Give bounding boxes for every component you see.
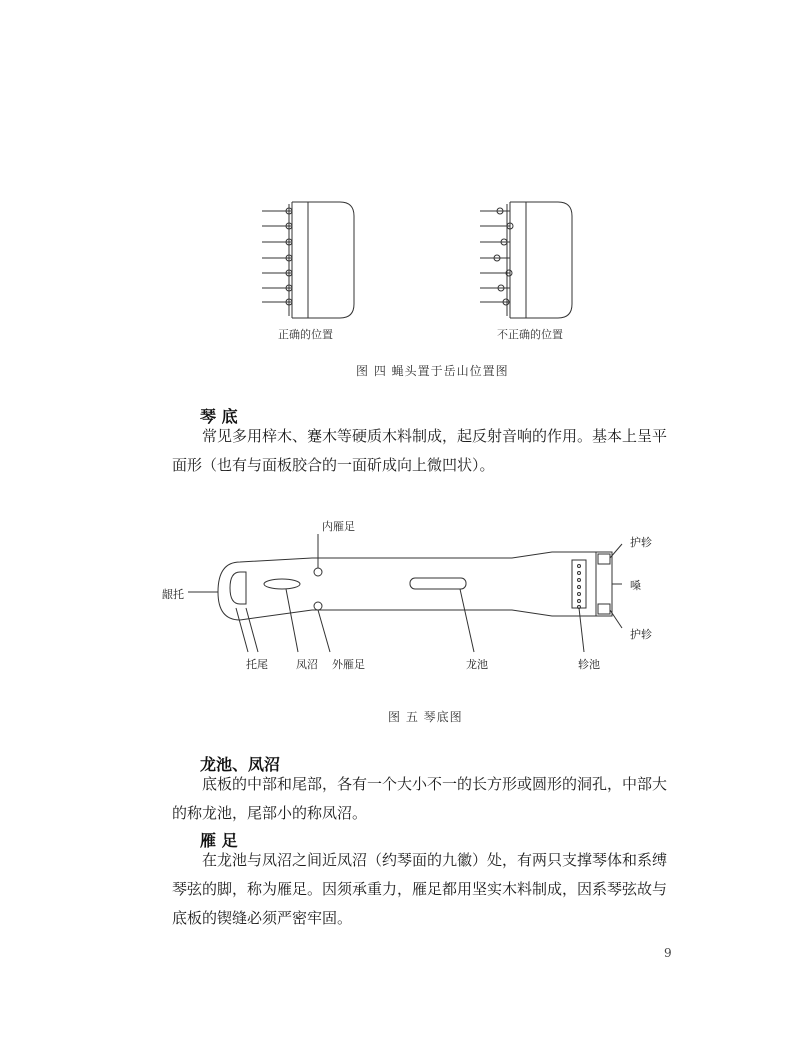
- qin-body-outline: [218, 552, 612, 620]
- zhenchi-holes: [578, 565, 581, 609]
- section-paragraph-qindi: 常见多用梓木、蹇木等硬质木料制成，起反射音响的作用。基本上呈平面形（也有与面板胶合的一面斫成向上微凹状）。: [172, 427, 668, 474]
- strings-left: [262, 208, 292, 305]
- label-zhenchi: 轸池: [578, 658, 600, 671]
- label-huzhen-bottom: 护轸: [630, 628, 652, 641]
- section-heading-yanzu: 雁 足: [200, 831, 238, 850]
- figure5-qin-bottom-diagram: [212, 548, 672, 648]
- figure4-right-diagram: [480, 196, 590, 326]
- section-paragraph-yanzu: 在龙池与凤沼之间近凤沼（约琴面的九徽）处，有两只支撑琴体和系缚琴弦的脚，称为雁足。因须承重力，雁足都用坚实木料制成，因系琴弦故与底板的锲缝必须严密牢固。: [172, 851, 668, 927]
- bridge-outline-left: [292, 202, 354, 318]
- label-huzhen-top: 护轸: [630, 536, 652, 549]
- longchi-hole: [410, 578, 466, 589]
- label-nei-yanzu: 内雁足: [322, 520, 355, 533]
- figure4-right-label: 不正确的位置: [497, 328, 563, 341]
- label-longchi: 龙池: [466, 658, 488, 671]
- figure5-caption: 图 五 琴底图: [388, 710, 463, 724]
- figure4-left-label: 正确的位置: [278, 328, 333, 341]
- tail-notch: [230, 572, 246, 604]
- label-tuowei: 托尾: [246, 658, 268, 671]
- bridge-outline-right: [510, 202, 572, 318]
- label-fengzhao: 凤沼: [296, 658, 318, 671]
- fengzhao-hole: [264, 579, 300, 589]
- label-wai-yanzu: 外雁足: [332, 658, 365, 671]
- section-heading-qindi: 琴 底: [200, 407, 238, 426]
- nei-yanzu-foot: [314, 568, 322, 576]
- page-number: 9: [664, 946, 672, 960]
- figure4-caption: 图 四 蝇头置于岳山位置图: [356, 364, 509, 378]
- section-heading-longchi: 龙池、凤沼: [200, 755, 281, 774]
- strings-right: [480, 208, 513, 305]
- label-yintuo: 龈托: [162, 588, 184, 601]
- wai-yanzu-foot: [314, 602, 322, 610]
- figure4-left-diagram: [262, 196, 372, 326]
- label-sang: 嗓: [630, 579, 641, 592]
- section-paragraph-longchi: 底板的中部和尾部，各有一个大小不一的长方形或圆形的洞孔，中部大的称龙池，尾部小的称凤沼。: [172, 775, 668, 822]
